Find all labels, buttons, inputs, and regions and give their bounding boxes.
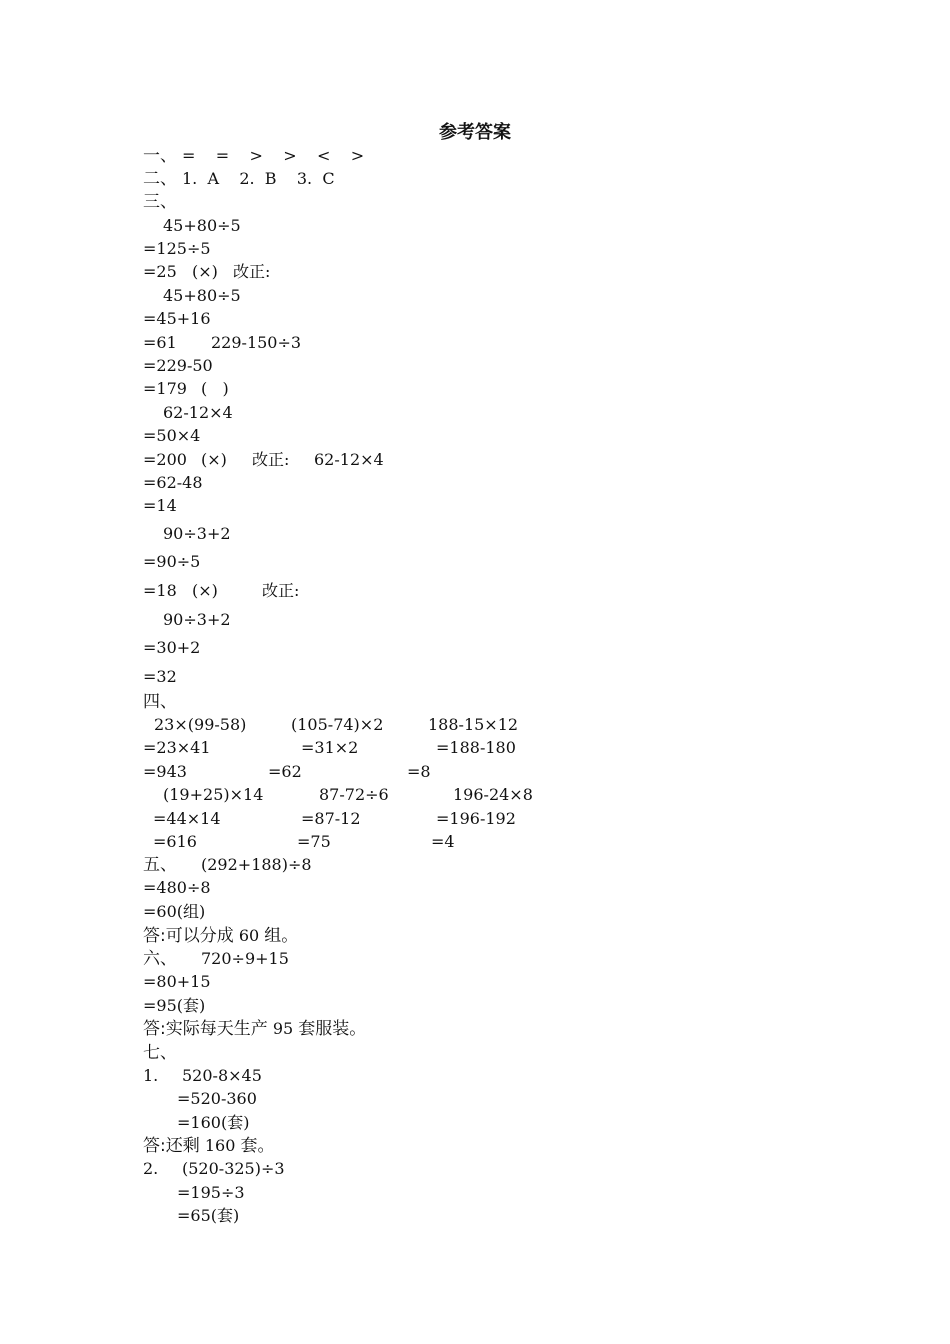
s4-cell: =616 [153,832,197,851]
s7-q1-line: 520-8×45 [182,1066,262,1085]
s4-cell: =87-12 [301,809,361,828]
s3-line: =25 [143,262,177,281]
s4-cell: =196-192 [436,809,516,828]
s5-answer [143,925,298,947]
s5-line: (292+188)÷8 [201,855,312,874]
section-3-label: 三、 [143,192,177,212]
s4-cell: =75 [297,832,331,851]
s7-q1-answer-unit: 套。 [240,1136,275,1156]
s3-line: =30+2 [143,638,201,657]
s4-cell: (105-74)×2 [291,715,384,734]
s4-cell: =44×14 [153,809,221,828]
s3-correction-label: 改正: [262,581,300,600]
s3-line: =125÷5 [143,239,211,258]
s3-correction-label: 改正: [233,262,271,281]
s4-cell: =23×41 [143,738,211,757]
s3-line: 45+80÷5 [163,216,241,235]
s3-correction-label: 改正: [252,450,290,469]
s4-cell: =943 [143,762,187,781]
s3-line: 45+80÷5 [163,286,241,305]
s3-line: =45+16 [143,309,211,328]
s3-line: =61 [143,333,177,352]
s3-line: 90÷3+2 [163,524,231,543]
s6-line: =80+15 [143,972,211,991]
s3-line: 90÷3+2 [163,610,231,629]
s3-line: =50×4 [143,426,201,445]
section-1-label: 一、 [143,146,177,166]
s4-cell: =188-180 [436,738,516,757]
section-1-answers: = = > > < > [182,146,365,165]
s7-q1-answer-number: 160 [204,1136,236,1155]
s3-mark: (×) [192,262,218,281]
s3-line: =62-48 [143,473,203,492]
s7-q2-line: =195÷3 [177,1183,245,1202]
s7-q2-line: =65(套) [177,1206,240,1225]
s3-line: =229-50 [143,356,213,375]
s3-line: 229-150÷3 [211,333,302,352]
s3-line: =18 [143,581,177,600]
s4-cell: =4 [431,832,455,851]
s6-answer-number: 95 [272,1019,294,1038]
s3-line: =32 [143,667,177,686]
s7-q1-number: 1. [143,1066,159,1085]
s7-q1-line: =520-360 [177,1089,257,1108]
s4-cell: 188-15×12 [428,715,519,734]
section-5-label: 五、 [143,855,177,875]
s4-cell: =31×2 [301,738,359,757]
s7-q2-number: 2. [143,1159,159,1178]
s4-cell: (19+25)×14 [163,785,264,804]
section-2-label: 二、 [143,169,177,189]
s4-cell: 196-24×8 [453,785,533,804]
s3-line: =14 [143,496,177,515]
s4-cell: =8 [407,762,431,781]
s3-line: 62-12×4 [163,403,233,422]
s7-q1-line: =160(套) [177,1113,250,1132]
section-6-label: 六、 [143,949,177,969]
s3-mark: ( ) [201,379,229,398]
s3-line: =179 [143,379,187,398]
s7-q1-answer [143,1135,274,1157]
page-title: 参考答案 [439,122,511,143]
s3-line: 62-12×4 [314,450,384,469]
section-2-answers: 1. A 2. B 3. C [182,169,335,188]
s3-mark: (×) [192,581,218,600]
s6-answer-unit: 套服装。 [298,1019,367,1039]
s7-q1-answer-text: 答:还剩 [143,1136,200,1156]
s6-answer-text: 答:实际每天生产 [143,1019,268,1039]
s5-answer-text: 答:可以分成 [143,926,234,946]
section-4-label: 四、 [143,692,177,712]
s4-cell: 23×(99-58) [154,715,247,734]
s3-line: =200 [143,450,187,469]
s3-mark: (×) [201,450,227,469]
section-7-label: 七、 [143,1043,177,1063]
s7-q2-line: (520-325)÷3 [182,1159,285,1178]
s5-answer-number: 60 [238,926,260,945]
s5-answer-unit: 组。 [264,926,299,946]
s6-line: 720÷9+15 [201,949,289,968]
s5-line: =60(组) [143,902,206,921]
s5-line: =480÷8 [143,878,211,897]
s4-cell: =62 [268,762,302,781]
s6-answer [143,1018,366,1040]
s4-cell: 87-72÷6 [319,785,389,804]
s3-line: =90÷5 [143,552,201,571]
s6-line: =95(套) [143,996,206,1015]
